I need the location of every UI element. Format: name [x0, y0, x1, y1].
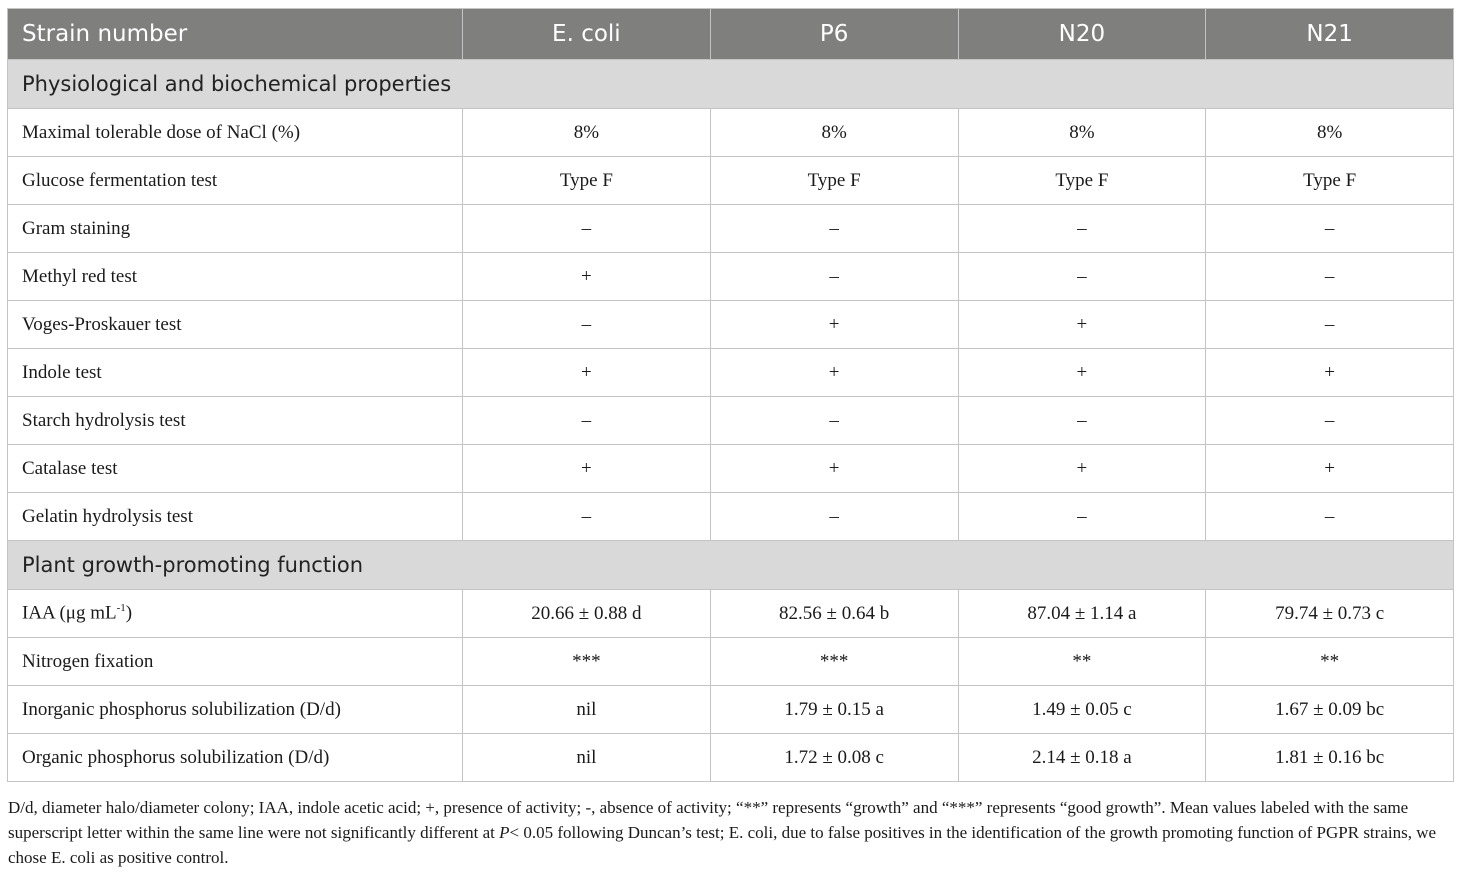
cell-value: –	[463, 493, 711, 541]
cell-value: +	[463, 445, 711, 493]
cell-value: ***	[710, 638, 958, 686]
cell-value: 8%	[710, 109, 958, 157]
cell-value: +	[1206, 445, 1454, 493]
row-label: Gelatin hydrolysis test	[8, 493, 463, 541]
cell-value: –	[1206, 253, 1454, 301]
header-strain-number: Strain number	[8, 9, 463, 60]
cell-value: +	[958, 301, 1206, 349]
row-label: Glucose fermentation test	[8, 157, 463, 205]
row-label: Methyl red test	[8, 253, 463, 301]
footnote-text-2: < 0.05 following Duncan’s test; E. coli, due to false positives in the identification of the growth promoting function of PGPR strains, we chose E. coli as positive control.	[8, 823, 1437, 867]
cell-value: +	[463, 253, 711, 301]
cell-value: +	[710, 349, 958, 397]
header-ecoli: E. coli	[463, 9, 711, 60]
row-label: Maximal tolerable dose of NaCl (%)	[8, 109, 463, 157]
table-row	[8, 157, 1454, 205]
cell-value: Type F	[1206, 157, 1454, 205]
cell-value: +	[710, 301, 958, 349]
cell-value: 8%	[958, 109, 1206, 157]
cell-value: 1.79 ± 0.15 a	[710, 686, 958, 734]
cell-value: +	[958, 445, 1206, 493]
table-row	[8, 445, 1454, 493]
cell-value: –	[958, 205, 1206, 253]
cell-value: –	[958, 253, 1206, 301]
cell-value: +	[710, 445, 958, 493]
row-label: Nitrogen fixation	[8, 638, 463, 686]
row-label: Gram staining	[8, 205, 463, 253]
table-row	[8, 734, 1454, 782]
row-label-superscript: -1	[116, 602, 126, 615]
cell-value: –	[463, 205, 711, 253]
cell-value: –	[710, 205, 958, 253]
cell-value: –	[958, 397, 1206, 445]
cell-value: **	[958, 638, 1206, 686]
section-title: Physiological and biochemical properties	[8, 60, 1454, 109]
footnote-italic-p: P	[499, 823, 510, 842]
row-label-suffix: )	[125, 602, 133, 624]
cell-value: –	[710, 397, 958, 445]
row-label: Voges-Proskauer test	[8, 301, 463, 349]
cell-value: 87.04 ± 1.14 a	[958, 590, 1206, 638]
cell-value: 79.74 ± 0.73 c	[1206, 590, 1454, 638]
data-table-container	[7, 8, 1453, 782]
table-row	[8, 349, 1454, 397]
cell-value: –	[710, 253, 958, 301]
table-row	[8, 301, 1454, 349]
table-row	[8, 397, 1454, 445]
section-row-physiological	[8, 60, 1454, 109]
cell-value: –	[710, 493, 958, 541]
table-row	[8, 493, 1454, 541]
cell-value: –	[463, 397, 711, 445]
row-label: Organic phosphorus solubilization (D/d)	[8, 734, 463, 782]
cell-value: **	[1206, 638, 1454, 686]
table-row	[8, 590, 1454, 638]
cell-value: nil	[463, 734, 711, 782]
cell-value: nil	[463, 686, 711, 734]
cell-value: –	[463, 301, 711, 349]
table-row	[8, 686, 1454, 734]
table-row	[8, 253, 1454, 301]
cell-value: Type F	[710, 157, 958, 205]
cell-value: 1.81 ± 0.16 bc	[1206, 734, 1454, 782]
cell-value: Type F	[463, 157, 711, 205]
cell-value: 8%	[1206, 109, 1454, 157]
cell-value: 8%	[463, 109, 711, 157]
table-row	[8, 205, 1454, 253]
cell-value: 1.67 ± 0.09 bc	[1206, 686, 1454, 734]
cell-value: –	[958, 493, 1206, 541]
cell-value: –	[1206, 301, 1454, 349]
header-n21: N21	[1206, 9, 1454, 60]
cell-value: Type F	[958, 157, 1206, 205]
cell-value: –	[1206, 205, 1454, 253]
cell-value: +	[1206, 349, 1454, 397]
row-label: Starch hydrolysis test	[8, 397, 463, 445]
row-label: Inorganic phosphorus solubilization (D/d)	[8, 686, 463, 734]
table-row	[8, 638, 1454, 686]
cell-value: 2.14 ± 0.18 a	[958, 734, 1206, 782]
cell-value: +	[463, 349, 711, 397]
table-row	[8, 109, 1454, 157]
section-title: Plant growth-promoting function	[8, 541, 1454, 590]
row-label: Catalase test	[8, 445, 463, 493]
cell-value: ***	[463, 638, 711, 686]
cell-value: –	[1206, 397, 1454, 445]
row-label	[8, 590, 463, 638]
table-header-row	[8, 9, 1454, 60]
table-footnote	[8, 795, 1454, 870]
section-row-plant-growth	[8, 541, 1454, 590]
header-n20: N20	[958, 9, 1206, 60]
footnote-text-1: D/d, diameter halo/diameter colony; IAA, indole acetic acid; +, presence of activity; -, absence of activity; “**” represents “growth” and “***” represents “good growth”. Mean values labeled with the same superscript letter within the same line were not significantly different at	[8, 798, 1409, 842]
cell-value: –	[1206, 493, 1454, 541]
cell-value: 1.72 ± 0.08 c	[710, 734, 958, 782]
cell-value: 82.56 ± 0.64 b	[710, 590, 958, 638]
header-p6: P6	[710, 9, 958, 60]
cell-value: 1.49 ± 0.05 c	[958, 686, 1206, 734]
strain-properties-table	[7, 8, 1454, 782]
cell-value: 20.66 ± 0.88 d	[463, 590, 711, 638]
cell-value: +	[958, 349, 1206, 397]
row-label: Indole test	[8, 349, 463, 397]
row-label-text: IAA (μg mL	[22, 602, 117, 624]
